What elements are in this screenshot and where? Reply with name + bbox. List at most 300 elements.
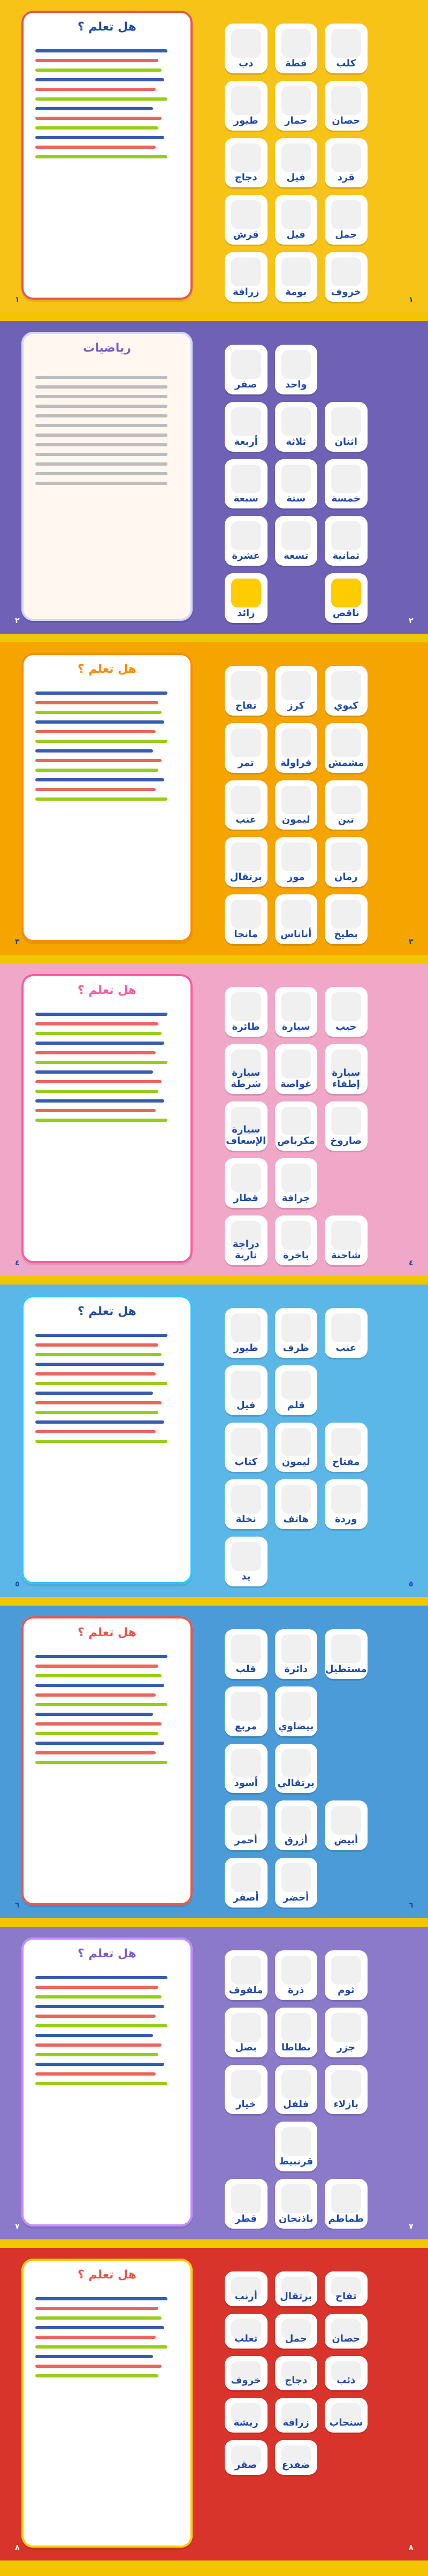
tile-image (331, 1221, 361, 1250)
vocab-tile (325, 780, 368, 830)
page-number: ٥ (409, 1580, 414, 1589)
page-number: ٧ (15, 2222, 20, 2231)
vocab-tile (275, 1158, 318, 1208)
tile-label: فيل (286, 229, 305, 241)
tile-image (281, 200, 311, 229)
tile-image (231, 257, 261, 286)
tile-image (231, 671, 261, 700)
tile-label: عنب (235, 814, 257, 826)
tile-image (381, 2184, 411, 2213)
tile-image (381, 579, 411, 607)
page-8 (0, 2248, 428, 2560)
tile-image (381, 2403, 411, 2423)
tile-image (281, 1050, 311, 1078)
tile-label: أحمر (234, 1835, 257, 1846)
vocab-tile (225, 1629, 268, 1679)
tile-label: واحد (285, 378, 307, 390)
tile-image (381, 671, 411, 700)
vocab-tile (225, 1158, 268, 1208)
tile-image (231, 992, 261, 1021)
vocab-tile (275, 2179, 318, 2229)
tile-image (231, 1692, 261, 1721)
card-title: هل تعلم ؟ (78, 1626, 136, 1639)
tile-image (381, 2277, 411, 2297)
tile-image (331, 407, 361, 436)
vocab-tile (275, 81, 318, 131)
vocab-tile (225, 138, 268, 188)
tile-image (331, 1107, 361, 1136)
tile-image (281, 257, 311, 286)
tile-label: صقر (234, 2459, 257, 2471)
tile-label: باخرة (283, 1250, 309, 1261)
page-5-left (0, 1285, 214, 1597)
page-number: ٧ (409, 2222, 414, 2231)
tile-label: سبعة (233, 493, 258, 505)
vocab-tile (225, 723, 268, 773)
tile-label: كرز (287, 700, 305, 711)
vocab-tile (275, 252, 318, 302)
tile-image (381, 29, 411, 58)
tile-label: صفر (234, 378, 257, 390)
page-number: ١ (409, 295, 414, 304)
vocab-tile (225, 894, 268, 944)
tile-image (231, 521, 261, 550)
vocab-tile (275, 1950, 318, 2000)
math-vocab-grid (225, 345, 417, 623)
tile-image (231, 1371, 261, 1400)
tile-image (331, 1863, 361, 1892)
vocab-tile (225, 345, 268, 394)
tile-image (331, 2013, 361, 2042)
tile-image (231, 86, 261, 115)
tile-image (231, 465, 261, 493)
vocab-grid (225, 1629, 417, 1908)
tile-image (331, 1485, 361, 1514)
vocab-tile (225, 1479, 268, 1529)
tile-label: جمل (285, 2332, 307, 2344)
tile-image (281, 2184, 311, 2213)
tile-label: تسعة (284, 550, 309, 562)
vocab-tile (225, 24, 268, 73)
tile-label: ثلاثة (286, 436, 307, 447)
page-2-left (0, 321, 214, 634)
tile-label: صاروخ (330, 1135, 362, 1147)
tile-image (381, 1956, 411, 1985)
tile-image (381, 200, 411, 229)
tile-image (381, 257, 411, 286)
tile-label: خروف (231, 2375, 261, 2387)
page-number: ٨ (15, 2543, 20, 2552)
vocab-tile (275, 1423, 318, 1472)
vocab-tile (225, 1101, 268, 1151)
tile-image (231, 200, 261, 229)
tile-label: ليمون (281, 814, 310, 826)
tile-label: سنجاب (329, 2417, 363, 2429)
vocab-tile (225, 2008, 268, 2057)
tile-image (231, 1956, 261, 1985)
page-number: ٤ (15, 1259, 20, 1267)
tile-label: قلم (287, 1399, 305, 1411)
card-text-lines (35, 685, 179, 926)
vocab-tile (275, 2122, 318, 2171)
vocab-tile (325, 1423, 368, 1472)
page-8-left (0, 2248, 214, 2560)
vocab-tile (325, 195, 368, 245)
math-card (21, 332, 193, 621)
tile-image (231, 1485, 261, 1514)
did-you-know-card (21, 1616, 193, 1905)
vocab-grid (225, 2271, 417, 2475)
tile-image (331, 257, 361, 286)
tile-label: كلب (336, 57, 356, 69)
tile-image (231, 1635, 261, 1663)
vocab-tile (325, 402, 368, 452)
tile-image (281, 1749, 311, 1778)
vocab-tile (225, 666, 268, 716)
tile-label: فلفل (283, 2099, 309, 2110)
tile-image (381, 1806, 411, 1835)
tile-label: سيارة إطفاء (332, 1067, 361, 1090)
tile-image (331, 2127, 361, 2156)
tile-label: جزر (337, 2041, 356, 2053)
page-2 (0, 321, 428, 634)
page-7 (0, 1927, 428, 2239)
tile-image (231, 1542, 261, 1571)
tile-label: طيور (233, 1342, 258, 1354)
tile-label: فيل (236, 1399, 256, 1411)
vocab-tile (325, 2356, 368, 2391)
tile-label: زرافة (282, 2417, 310, 2429)
tile-label: اثنان (334, 436, 357, 447)
tile-image (331, 143, 361, 172)
vocab-tile (325, 573, 368, 623)
page-3 (0, 642, 428, 955)
tile-label: مكرباص (277, 1135, 315, 1147)
tile-image (231, 579, 261, 607)
page-number: ٥ (15, 1580, 20, 1589)
tile-image (331, 579, 361, 607)
vocab-tile (225, 516, 268, 566)
card-text-lines (35, 1006, 179, 1247)
page-4 (0, 963, 428, 1276)
tile-image (281, 86, 311, 115)
page-5 (0, 1285, 428, 1597)
page-number: ٦ (409, 1901, 414, 1910)
tile-image (381, 465, 411, 493)
tile-image (231, 2184, 261, 2213)
vocab-grid (225, 1950, 417, 2229)
tile-label: ثعلب (234, 2332, 258, 2344)
tile-label: قطة (285, 57, 307, 69)
vocab-tile (275, 1800, 318, 1850)
tile-image (231, 407, 261, 436)
tile-label: زائد (236, 607, 255, 619)
tile-image (281, 992, 311, 1021)
tile-image (331, 1956, 361, 1985)
vocab-tile (275, 2440, 318, 2475)
tile-label: جيب (335, 1021, 357, 1032)
math-grid (35, 369, 179, 605)
vocab-tile (225, 987, 268, 1037)
vocab-tile (225, 2440, 268, 2475)
vocab-tile (275, 402, 318, 452)
vocab-tile (275, 2008, 318, 2057)
vocab-tile (225, 195, 268, 245)
tile-image (231, 900, 261, 929)
vocab-grid (225, 1308, 417, 1586)
did-you-know-card (21, 1295, 193, 1584)
tile-label: ستة (286, 493, 306, 505)
vocab-tile (275, 987, 318, 1037)
tile-label: دائرة (284, 1663, 308, 1675)
tile-image (331, 1692, 361, 1721)
tile-image (281, 1635, 311, 1663)
tile-image (381, 2013, 411, 2042)
tile-label: وردة (335, 1514, 357, 1525)
page-number: ٣ (15, 938, 20, 946)
did-you-know-card (21, 11, 193, 300)
vocab-tile (325, 894, 368, 944)
vocab-tile (225, 1215, 268, 1265)
vocab-tile (275, 2314, 318, 2349)
tile-image (331, 2184, 361, 2213)
vocab-tile (275, 666, 318, 716)
tile-image (381, 1221, 411, 1250)
tile-image (381, 1107, 411, 1136)
vocab-tile (325, 2008, 368, 2057)
tile-image (381, 86, 411, 115)
tile-label: قرنبيط (279, 2156, 314, 2168)
tile-image (231, 786, 261, 815)
tile-image (331, 671, 361, 700)
card-text-lines (35, 43, 179, 284)
page-number: ٤ (409, 1259, 414, 1267)
vocab-tile (325, 2065, 368, 2115)
tile-image (381, 900, 411, 929)
vocab-tile (225, 837, 268, 887)
tile-label: ذئب (337, 2375, 356, 2387)
tile-label: مانجا (234, 929, 258, 940)
vocab-grid (225, 666, 417, 944)
tile-label: قرش (233, 229, 259, 241)
tile-label: أخضر (283, 1892, 309, 1903)
vocab-tile (275, 516, 318, 566)
tile-image (331, 1164, 361, 1192)
tile-image (231, 1164, 261, 1192)
tile-image (381, 1749, 411, 1778)
tile-image (381, 521, 411, 550)
tile-label: ثمانية (332, 550, 360, 562)
tile-label: ضفدع (281, 2459, 310, 2471)
did-you-know-card (21, 2259, 193, 2548)
tile-image (281, 579, 311, 607)
vocab-tile (225, 252, 268, 302)
tile-label: خيار (236, 2099, 256, 2110)
vocab-tile (325, 2179, 368, 2229)
vocab-tile (325, 837, 368, 887)
vocab-grid (225, 24, 417, 302)
tile-image (231, 1428, 261, 1457)
vocab-tile (275, 1101, 318, 1151)
page-6 (0, 1606, 428, 1918)
page-number: ٦ (15, 1901, 20, 1910)
did-you-know-card (21, 1937, 193, 2227)
tile-image (281, 728, 311, 757)
tile-label: بيضاوي (278, 1720, 314, 1732)
tile-label: حمار (285, 115, 308, 126)
vocab-tile (225, 1044, 268, 1094)
vocab-tile (325, 1479, 368, 1529)
tile-label: ناقص (332, 607, 360, 619)
vocab-tile (225, 2179, 268, 2229)
tile-label: خروف (331, 286, 361, 298)
vocab-tile (225, 402, 268, 452)
tile-label: تين (338, 814, 354, 826)
tile-label: برتقالي (277, 1777, 315, 1789)
card-title: هل تعلم ؟ (78, 984, 136, 997)
did-you-know-card (21, 653, 193, 942)
tile-label: بصل (235, 2041, 257, 2053)
vocab-tile (225, 459, 268, 509)
tile-image (381, 1863, 411, 1892)
tile-label: بطيخ (334, 929, 358, 940)
tile-image (381, 1313, 411, 1342)
tile-image (231, 350, 261, 379)
page-6-left (0, 1606, 214, 1918)
tile-label: عنب (335, 1342, 357, 1354)
card-text-lines (35, 1970, 179, 2210)
tile-image (331, 521, 361, 550)
tile-label: جرافة (281, 1192, 310, 1204)
tile-label: طيور (233, 115, 258, 126)
vocab-tile (225, 2356, 268, 2391)
tile-image (331, 1635, 361, 1663)
tile-label: مشمش (328, 757, 364, 769)
card-text-lines (35, 1648, 179, 1889)
tile-image (281, 29, 311, 58)
vocab-tile (225, 1365, 268, 1415)
tile-label: خمسة (331, 493, 361, 505)
tile-image (331, 992, 361, 1021)
tile-label: جمل (335, 229, 357, 241)
tile-label: شاحنة (331, 1250, 361, 1261)
card-text-lines (35, 1327, 179, 1568)
vocab-tile (225, 2314, 268, 2349)
tile-image (331, 900, 361, 929)
did-you-know-card (21, 974, 193, 1263)
vocab-tile (325, 459, 368, 509)
vocab-tile (275, 894, 318, 944)
tile-label: رمان (334, 871, 358, 883)
tile-image (381, 1050, 411, 1078)
tile-label: فراولة (280, 757, 312, 769)
tile-label: فيل (286, 172, 305, 184)
tile-image (281, 2127, 311, 2156)
tile-image (331, 1542, 361, 1571)
tile-label: عشرة (232, 550, 260, 562)
tile-label: قرد (337, 172, 355, 184)
tile-image (331, 1806, 361, 1835)
tile-image (381, 2445, 411, 2466)
vocab-tile (225, 1858, 268, 1908)
tile-image (231, 1313, 261, 1342)
page-1 (0, 0, 428, 313)
tile-label: قطر (235, 2213, 257, 2224)
tile-image (381, 2319, 411, 2339)
tile-image (281, 1863, 311, 1892)
tile-label: برتقال (230, 871, 262, 883)
vocab-tile (325, 138, 368, 188)
tile-image (281, 1371, 311, 1400)
tile-image (231, 842, 261, 871)
tile-label: أرنب (234, 2290, 257, 2302)
tile-label: تفاح (235, 700, 257, 711)
vocab-tile (325, 2314, 368, 2349)
page-1-left (0, 0, 214, 313)
tile-label: سيارة (281, 1021, 310, 1032)
tile-image (231, 1806, 261, 1835)
vocab-tile (325, 1800, 368, 1850)
tile-image (231, 143, 261, 172)
tile-image (281, 1956, 311, 1985)
tile-label: سيارة شرطة (231, 1067, 262, 1090)
card-title: هل تعلم ؟ (78, 2268, 136, 2282)
vocab-tile (225, 1686, 268, 1736)
vocab-tile (275, 1044, 318, 1094)
card-text-lines (35, 2291, 179, 2532)
vocab-tile (325, 1044, 368, 1094)
tile-image (281, 1485, 311, 1514)
vocab-tile (325, 516, 368, 566)
tile-image (231, 2013, 261, 2042)
vocab-tile (325, 723, 368, 773)
tile-label: أناناس (280, 929, 312, 940)
card-title: هل تعلم ؟ (78, 20, 136, 34)
vocab-tile (225, 2398, 268, 2433)
vocab-tile (275, 1365, 318, 1415)
tile-image (381, 1164, 411, 1192)
vocab-tile (275, 459, 318, 509)
tile-label: مربع (235, 1720, 257, 1732)
tile-image (281, 671, 311, 700)
tile-label: زرافة (232, 286, 259, 298)
vocab-tile (325, 24, 368, 73)
tile-label: بومة (285, 286, 307, 298)
page-number: ٣ (409, 938, 414, 946)
tile-label: دراجة نارية (232, 1238, 259, 1261)
vocab-tile (325, 1101, 368, 1151)
tile-label: أصفر (233, 1892, 259, 1903)
tile-label: أزرق (284, 1835, 308, 1846)
tile-image (281, 1428, 311, 1457)
tile-label: ملفوف (228, 1984, 263, 1996)
tile-label: حصان (332, 2332, 361, 2344)
vocab-tile (275, 345, 318, 394)
tile-image (331, 86, 361, 115)
tile-label: قطار (233, 1192, 258, 1204)
tile-image (281, 900, 311, 929)
vocab-tile (275, 837, 318, 887)
vocab-tile (325, 1308, 368, 1358)
tile-image (331, 200, 361, 229)
vocab-tile (225, 2271, 268, 2306)
page-number: ٨ (409, 2543, 414, 2552)
tile-image (331, 465, 361, 493)
tile-image (281, 1221, 311, 1250)
tile-image (331, 1749, 361, 1778)
tile-image (381, 1635, 411, 1663)
tile-label: بازلاء (333, 2099, 358, 2110)
